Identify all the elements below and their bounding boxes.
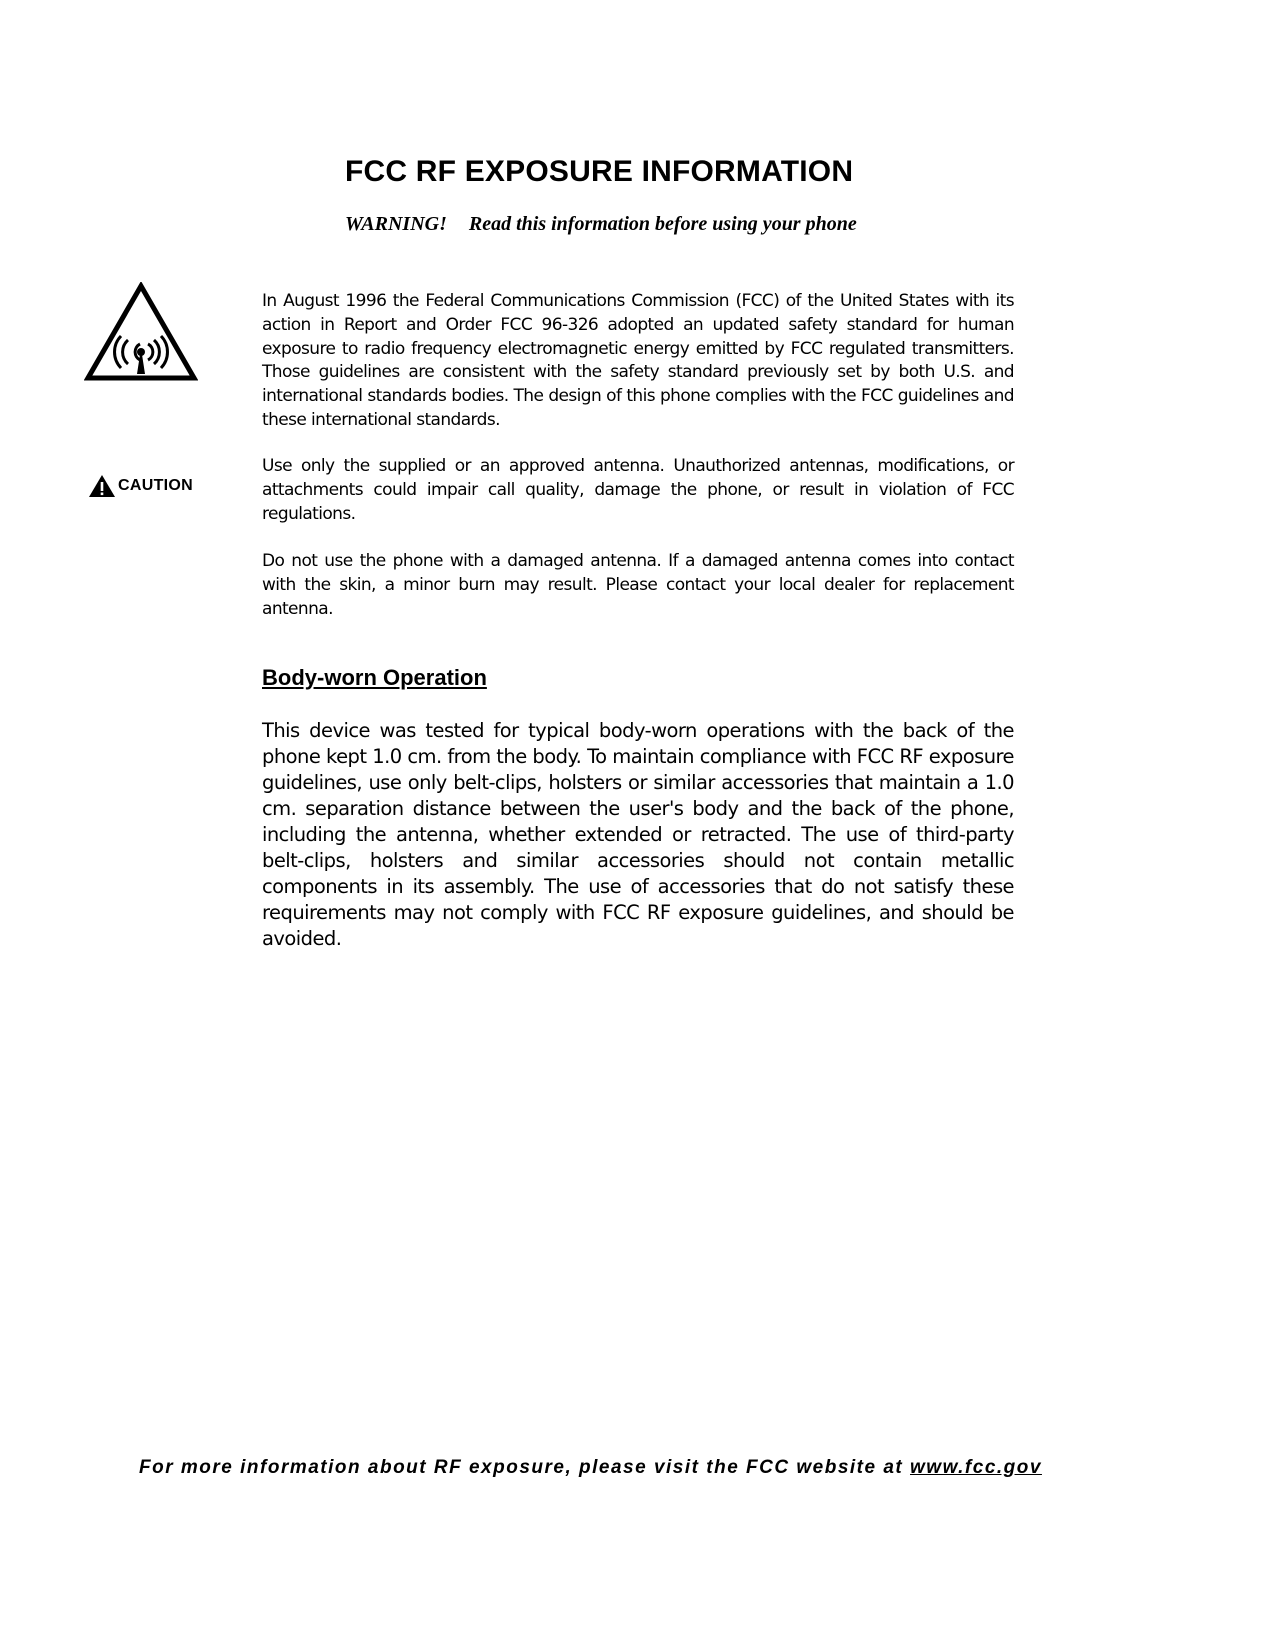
body-worn-paragraph: This device was tested for typical body-worn operations with the back of the phone kept 1.0 cm. from the body. To maintain compliance with FCC RF exposure guidelines, use only belt-clips, holsters or similar accessories that maintain a 1.0 cm. separation distance between the user's body and the back of the phone, including the antenna, whether extended or retracted. The use of third-party belt-clips, holsters and similar accessories should not contain metallic components in its assembly. The use of accessories that do not satisfy these requirements may not comply with FCC RF exposure guidelines, and should be avoided. [262,719,1014,950]
caution-label: CAUTION [118,477,193,494]
footer-text: For more information about RF exposure, please visit the FCC website at [139,1457,911,1478]
page-title: FCC RF EXPOSURE INFORMATION [345,155,854,188]
antenna-paragraph: Use only the supplied or an approved antenna. Unauthorized antennas, modifications, or attachments could impair call quality, damage the phone, or result in violation of FCC regulations. [262,456,1014,524]
fcc-website-link[interactable]: www.fcc.gov [910,1457,1042,1478]
warning-text: Read this information before using your phone [468,213,857,235]
rf-radiation-warning-icon [84,282,198,382]
intro-paragraph: In August 1996 the Federal Communications Commission (FCC) of the United States with its action in Report and Order FCC 96-326 adopted an updated safety standard for human exposure to radio frequency electromagnetic energy emitted by FCC regulated transmitters. Those guidelines are consistent with the safety standard previously set by both U.S. and international standards bodies. The design of this phone complies with the FCC guidelines and these international standards. [262,291,1014,430]
caution-triangle-icon [88,474,116,498]
warning-label: WARNING! [345,213,447,235]
body-worn-heading: Body-worn Operation [262,665,487,690]
footer-note [139,1457,1042,1479]
damaged-antenna-paragraph: Do not use the phone with a damaged antenna. If a damaged antenna comes into contact with the skin, a minor burn may result. Please contact your local dealer for replacement antenna. [262,551,1014,619]
warning-line [345,213,857,236]
caution-label-group [88,474,193,498]
